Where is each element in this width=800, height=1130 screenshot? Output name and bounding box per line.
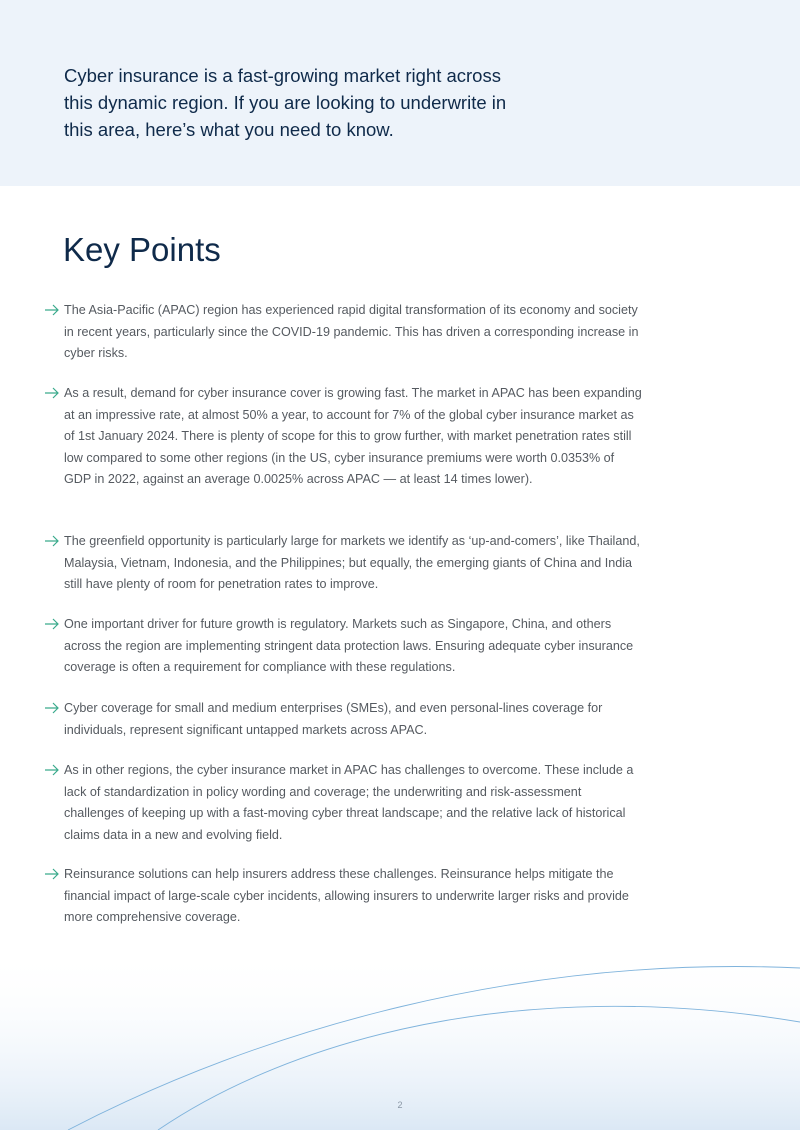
arrow-right-icon [44, 867, 60, 881]
key-point-text: As in other regions, the cyber insurance market in APAC has challenges to overcome. These include a lack of standardization in policy wording and coverage; the underwriting and risk-assessment challenges of keeping up with a fast-moving cyber threat landscape; and the relative lack of historical claims data in a new and evolving field. [64, 763, 634, 842]
key-point-text: Reinsurance solutions can help insurers address these challenges. Reinsurance helps mitigate the financial impact of large-scale cyber incidents, allowing insurers to underwrite larger risks and provide more comprehensive coverage. [64, 867, 629, 924]
key-point-item [64, 614, 644, 679]
page-number: 2 [397, 1100, 403, 1110]
key-point-item [64, 531, 644, 596]
arrow-right-icon [44, 701, 60, 715]
key-point-text: One important driver for future growth is regulatory. Markets such as Singapore, China, and others across the region are implementing stringent data protection laws. Ensuring adequate cyber insurance coverage is often a requirement for compliance with these regulations. [64, 617, 634, 674]
arrow-right-icon [44, 617, 60, 631]
key-point-item [64, 760, 644, 846]
arrow-right-icon [44, 534, 60, 548]
key-point-item [64, 383, 644, 491]
arrow-right-icon [44, 763, 60, 777]
key-point-item [64, 698, 644, 741]
key-points-heading: Key Points [63, 231, 221, 268]
key-point-text: The greenfield opportunity is particularly large for markets we identify as ‘up-and-comers’, like Thailand, Malaysia, Vietnam, Indonesia, and the Philippines; but equally, the emerging giants of China and India still have plenty of room for penetration rates to improve. [64, 534, 640, 591]
key-point-item [64, 864, 644, 929]
arrow-right-icon [44, 303, 60, 317]
key-point-text: As a result, demand for cyber insurance cover is growing fast. The market in APAC has been expanding at an impressive rate, at almost 50% a year, to account for 7% of the global cyber insurance market as of 1st January 2024. There is plenty of scope for this to grow further, with market penetration rates still low compared to some other regions (in the US, cyber insurance premiums were worth 0.0353% of GDP in 2022, against an average 0.0025% across APAC — at least 14 times lower). [64, 386, 642, 486]
intro-text: Cyber insurance is a fast-growing market right across this dynamic region. If you are looking to underwrite in this area, here’s what you need to know. [64, 65, 507, 140]
key-point-text: Cyber coverage for small and medium enterprises (SMEs), and even personal-lines coverage for individuals, represent significant untapped markets across APAC. [64, 701, 603, 737]
key-point-item [64, 300, 644, 365]
arrow-right-icon [44, 386, 60, 400]
key-point-text: The Asia-Pacific (APAC) region has experienced rapid digital transformation of its economy and society in recent years, particularly since the COVID-19 pandemic. This has driven a corresponding increase in cyber risks. [64, 303, 639, 360]
